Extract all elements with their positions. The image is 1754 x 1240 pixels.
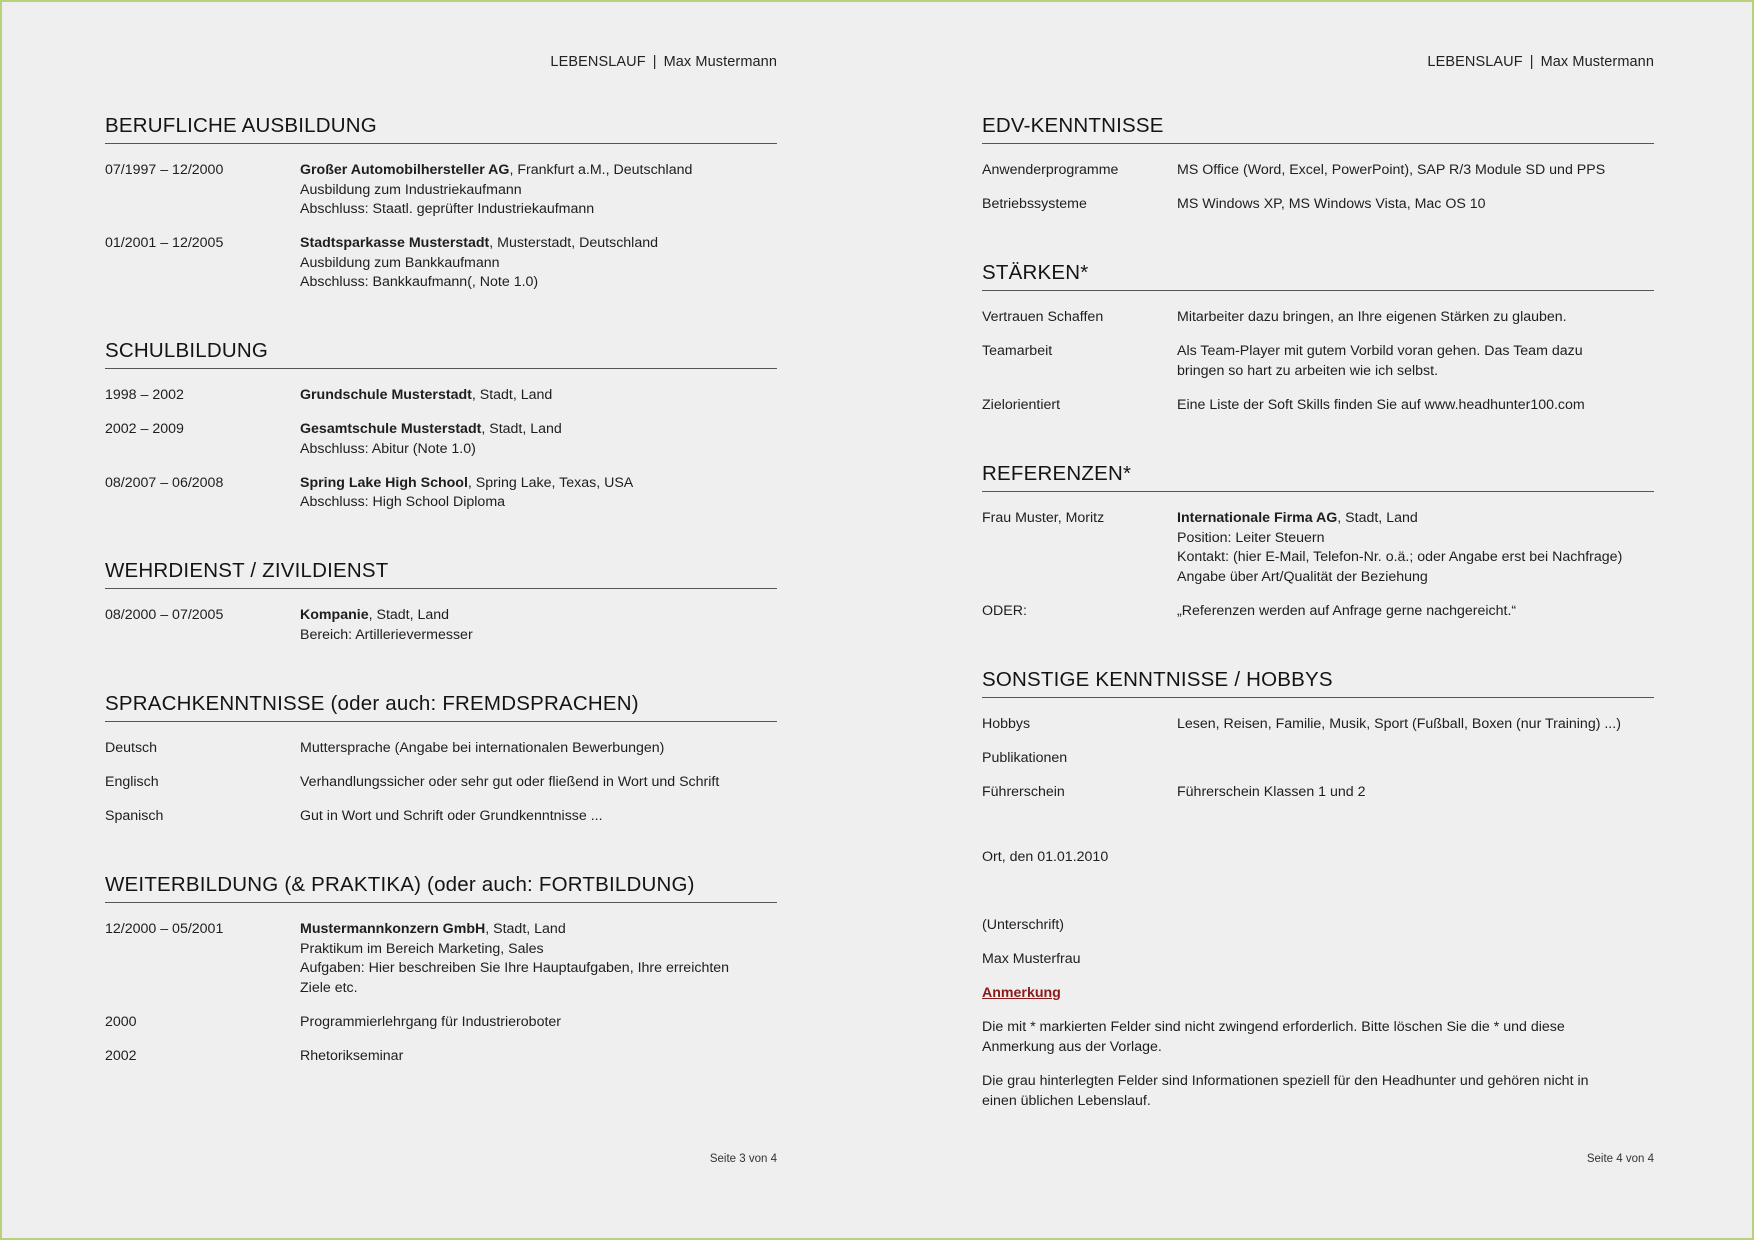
signer-name: Max Musterfrau (982, 951, 1081, 967)
section-wehrdienst (105, 559, 777, 660)
section-title: WEITERBILDUNG (& PRAKTIKA) (oder auch: FORTBILDUNG) (105, 873, 777, 903)
list-item: 08/2007 – 06/2008 Spring Lake High School, Spring Lake, Texas, USA Abschluss: High School Diploma (105, 474, 634, 510)
section-edv-kenntnisse (982, 114, 1654, 229)
list-item: 08/2000 – 07/2005 Kompanie, Stadt, Land Bereich: Artillerievermesser (105, 607, 473, 643)
page-number: Seite 3 von 4 (709, 1153, 777, 1165)
section-title: SPRACHKENNTNISSE (oder auch: FREMDSPRACHEN) (105, 692, 777, 722)
place-date: Ort, den 01.01.2010 (982, 849, 1109, 865)
running-head: LEBENSLAUF | Max Mustermann (1427, 54, 1654, 70)
list-item: Englisch Verhandlungssicher oder sehr gut oder fließend in Wort und Schrift (105, 774, 720, 790)
list-item: Hobbys Lesen, Reisen, Familie, Musik, Sport (Fußball, Boxen (nur Training) ...) (982, 716, 1621, 732)
list-item: Zielorientiert Eine Liste der Soft Skills finden Sie auf www.headhunter100.com (982, 396, 1585, 413)
section-sprachkenntnisse (105, 692, 777, 841)
running-head: LEBENSLAUF | Max Mustermann (550, 54, 777, 70)
page-number: Seite 4 von 4 (1586, 1153, 1654, 1165)
list-item: Spanisch Gut in Wort und Schrift oder Grundkenntnisse ... (105, 808, 603, 824)
page-3 (105, 0, 777, 1240)
list-item: 2002 Rhetorikseminar (105, 1047, 404, 1064)
list-item: ODER: „Referenzen werden auf Anfrage gerne nachgereicht.“ (982, 602, 1517, 619)
list-item: 1998 – 2002 Grundschule Musterstadt, Stadt, Land (105, 387, 553, 403)
list-item: Deutsch Muttersprache (Angabe bei internationalen Bewerbungen) (105, 740, 665, 756)
list-item: Betriebssysteme MS Windows XP, MS Windows Vista, Mac OS 10 (982, 196, 1486, 212)
section-title: SCHULBILDUNG (105, 339, 777, 369)
section-title: SONSTIGE KENNTNISSE / HOBBYS (982, 668, 1654, 698)
note-heading: Anmerkung (982, 985, 1061, 1001)
list-item: 01/2001 – 12/2005 Stadtsparkasse Musterstadt, Musterstadt, Deutschland Ausbildung zum Bankkaufmann Abschluss: Bankkaufmann(, Note 1.0) (105, 235, 659, 290)
section-title: WEHRDIENST / ZIVILDIENST (105, 559, 777, 589)
list-item: Vertrauen Schaffen Mitarbeiter dazu bringen, an Ihre eigenen Stärken zu glauben. (982, 309, 1567, 325)
section-berufliche-ausbildung (105, 114, 777, 307)
section-title: STÄRKEN* (982, 261, 1654, 291)
section-title: REFERENZEN* (982, 462, 1654, 492)
signature-line: (Unterschrift) (982, 917, 1064, 933)
section-title: EDV-KENNTNISSE (982, 114, 1654, 144)
list-item: Frau Muster, Moritz Internationale Firma AG, Stadt, Land Position: Leiter Steuern Kontakt: (hier E-Mail, Telefon-Nr. o.ä.; oder Angabe erst bei Nachfrage) Angabe über Art/Qualität der Beziehung (982, 510, 1623, 585)
list-item: 2002 – 2009 Gesamtschule Musterstadt, Stadt, Land Abschluss: Abitur (Note 1.0) (105, 421, 562, 457)
section-title: BERUFLICHE AUSBILDUNG (105, 114, 777, 144)
note-text-1: Die mit * markierten Felder sind nicht zwingend erforderlich. Bitte löschen Sie die * und diese Anmerkung aus der Vorlage. (982, 1019, 1565, 1055)
list-item: Publikationen (982, 750, 1068, 766)
note-text-2: Die grau hinterlegten Felder sind Informationen speziell für den Headhunter und gehören nicht in einen üblichen Lebenslauf. (982, 1073, 1589, 1109)
section-weiterbildung (105, 873, 777, 1081)
section-referenzen (982, 462, 1654, 636)
list-item: Teamarbeit Als Team-Player mit gutem Vorbild voran gehen. Das Team dazu bringen so hart zu arbeiten wie ich selbst. (982, 343, 1583, 379)
list-item: Anwenderprogramme MS Office (Word, Excel, PowerPoint), SAP R/3 Module SD und PPS (982, 162, 1606, 178)
page-4 (982, 0, 1654, 1240)
list-item: Führerschein Führerschein Klassen 1 und 2 (982, 784, 1366, 800)
list-item: 07/1997 – 12/2000 Großer Automobilhersteller AG, Frankfurt a.M., Deutschland Ausbildung zum Industriekaufmann Abschluss: Staatl. geprüfter Industriekaufmann (105, 162, 693, 217)
section-schulbildung (105, 339, 777, 527)
section-staerken (982, 261, 1654, 430)
section-sonstige-kenntnisse (982, 668, 1654, 817)
list-item: 12/2000 – 05/2001 Mustermannkonzern GmbH, Stadt, Land Praktikum im Bereich Marketing, Sales Aufgaben: Hier beschreiben Sie Ihre Hauptaufgaben, Ihre erreichten Ziele etc. (105, 921, 730, 996)
list-item: 2000 Programmierlehrgang für Industrieroboter (105, 1013, 562, 1030)
